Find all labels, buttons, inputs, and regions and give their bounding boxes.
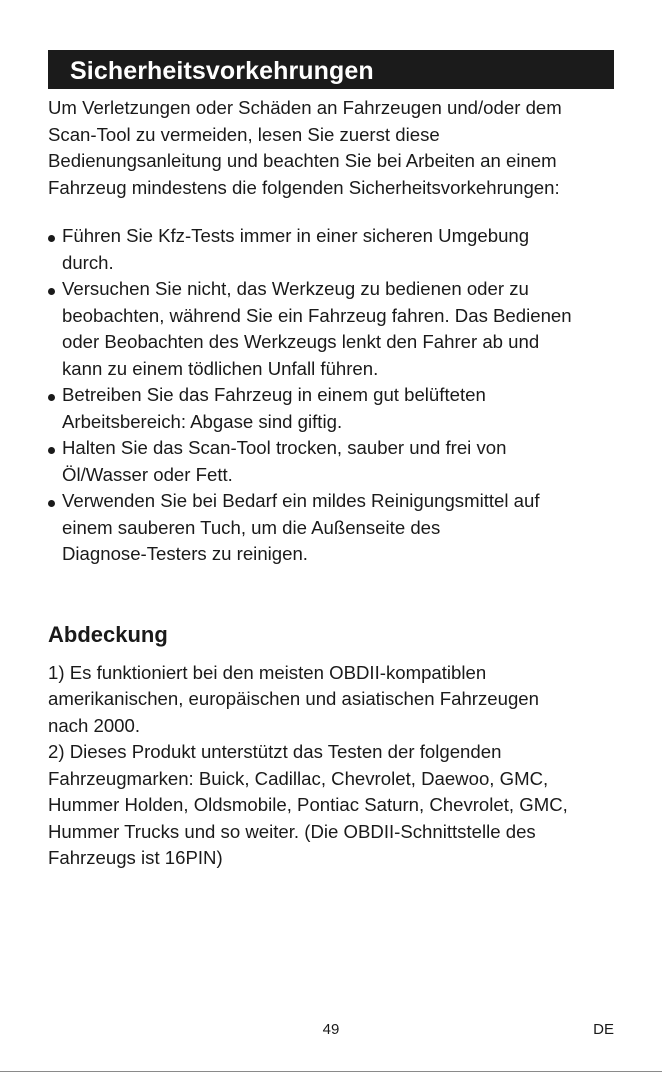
safety-bullet-item [48, 223, 614, 276]
coverage-line: 1) Es funktioniert bei den meisten OBDII-kompatiblen [48, 661, 487, 683]
coverage-line: 2) Dieses Produkt unterstützt das Testen der folgenden [48, 741, 502, 762]
safety-heading: Sicherheitsvorkehrungen [48, 50, 614, 89]
page-number: 49 [322, 1021, 340, 1038]
safety-bullet-item [48, 488, 614, 568]
bullet-icon [48, 235, 55, 242]
bullet-icon [48, 288, 55, 295]
intro-line: Um Verletzungen oder Schäden an Fahrzeugen und/oder dem [48, 97, 562, 118]
bullet-line: einem sauberen Tuch, um die Außenseite des [62, 516, 441, 538]
safety-intro [48, 95, 614, 201]
intro-line: Scan-Tool zu vermeiden, lesen Sie zuerst diese [48, 123, 440, 145]
coverage-line: Hummer Holden, Oldsmobile, Pontiac Saturn, Chevrolet, GMC, [48, 794, 568, 815]
safety-bullet-list [48, 223, 614, 568]
bullet-icon [48, 394, 55, 401]
bullet-icon [48, 500, 55, 507]
bullet-line: durch. [62, 251, 114, 273]
coverage-line: Fahrzeugs ist 16PIN) [48, 847, 223, 868]
safety-bullet-item [48, 276, 614, 382]
coverage-heading: Abdeckung [48, 621, 168, 647]
coverage-line: amerikanischen, europäischen und asiatischen Fahrzeugen [48, 688, 539, 709]
intro-line: Fahrzeug mindestens die folgenden Sicherheitsvorkehrungen: [48, 176, 560, 198]
bullet-line: kann zu einem tödlichen Unfall führen. [62, 357, 379, 379]
bullet-line: Halten Sie das Scan-Tool trocken, sauber und frei von [62, 437, 507, 458]
safety-bullet-item [48, 435, 614, 488]
intro-line: Bedienungsanleitung und beachten Sie bei Arbeiten an einem [48, 150, 557, 171]
bullet-icon [48, 447, 55, 454]
coverage-line: Fahrzeugmarken: Buick, Cadillac, Chevrolet, Daewoo, GMC, [48, 767, 549, 789]
bullet-line: Diagnose-Testers zu reinigen. [62, 543, 308, 564]
bullet-line: Verwenden Sie bei Bedarf ein mildes Reinigungsmittel auf [62, 490, 540, 511]
bullet-line: Betreiben Sie das Fahrzeug in einem gut belüfteten [62, 384, 486, 405]
bullet-line: Öl/Wasser oder Fett. [62, 463, 233, 485]
bullet-line: Arbeitsbereich: Abgase sind giftig. [62, 410, 343, 432]
bullet-line: oder Beobachten des Werkzeugs lenkt den Fahrer ab und [62, 331, 540, 352]
coverage-line: nach 2000. [48, 714, 141, 736]
manual-page [48, 50, 614, 872]
bullet-line: Führen Sie Kfz-Tests immer in einer sicheren Umgebung [62, 225, 530, 246]
bullet-line: Versuchen Sie nicht, das Werkzeug zu bedienen oder zu [62, 278, 529, 299]
bullet-line: beobachten, während Sie ein Fahrzeug fahren. Das Bedienen [62, 304, 572, 326]
coverage-text [48, 660, 614, 872]
coverage-line: Hummer Trucks und so weiter. (Die OBDII-Schnittstelle des [48, 820, 536, 842]
language-code: DE [593, 1021, 614, 1038]
safety-bullet-item [48, 382, 614, 435]
